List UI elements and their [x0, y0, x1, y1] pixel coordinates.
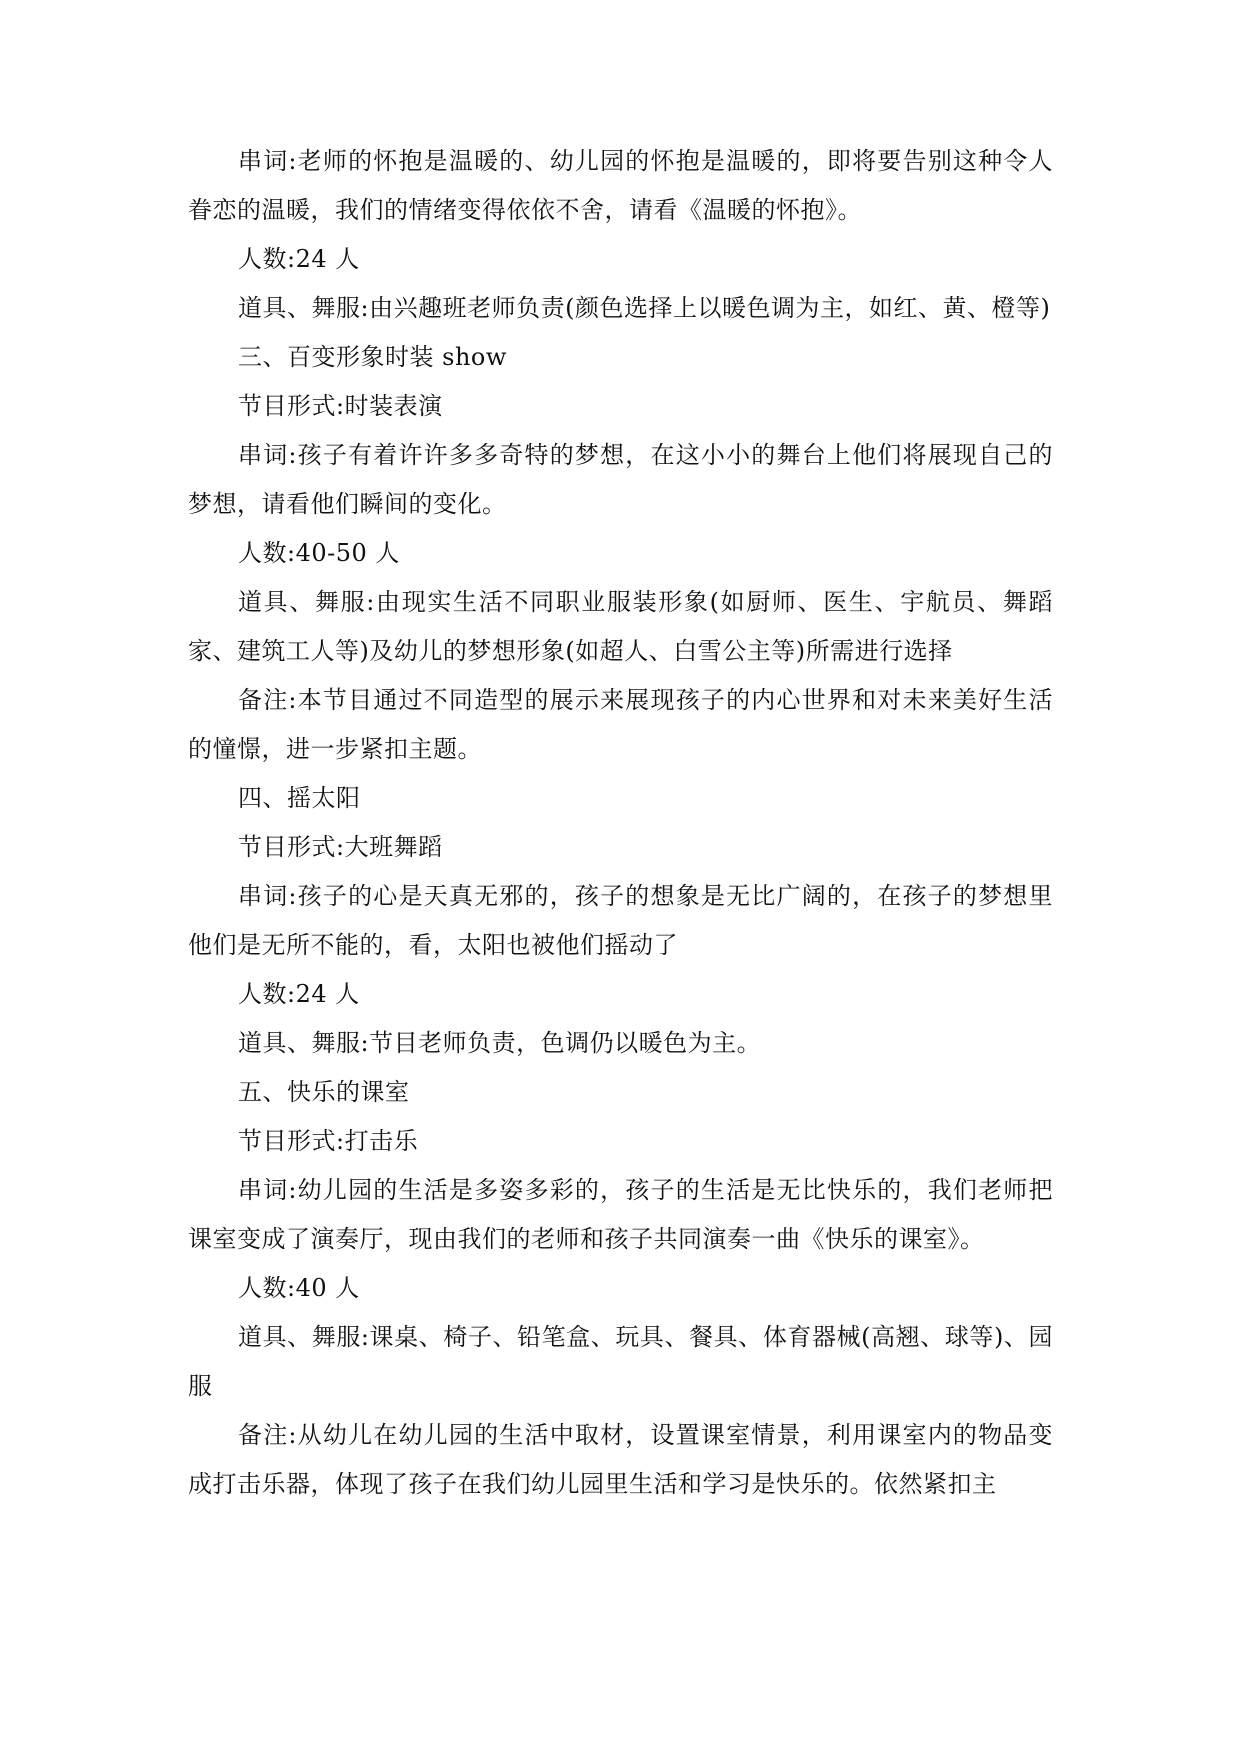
- paragraph-props-costumes: 道具、舞服:课桌、椅子、铅笔盒、玩具、餐具、体育器械(高翘、球等)、园服: [188, 1323, 1053, 1400]
- paragraph-props-costumes: 道具、舞服:节目老师负责，色调仍以暖色为主。: [238, 1029, 762, 1057]
- section-heading-fashion-show: 三、百变形象时装 show: [238, 343, 507, 371]
- paragraph-note: 备注:从幼儿在幼儿园的生活中取材，设置课室情景，利用课室内的物品变成打击乐器，体现了孩子在我们幼儿园里生活和学习是快乐的。依然紧扣主: [188, 1421, 1053, 1498]
- paragraph-chuanci-dreams: 串词:孩子有着许许多多奇特的梦想，在这小小的舞台上他们将展现自己的梦想，请看他们瞬间的变化。: [188, 441, 1053, 518]
- paragraph-chuanci-warm-embrace: 串词:老师的怀抱是温暖的、幼儿园的怀抱是温暖的，即将要告别这种令人眷恋的温暖，我们的情绪变得依依不舍，请看《温暖的怀抱》。: [188, 147, 1053, 224]
- paragraph-note: 备注:本节目通过不同造型的展示来展现孩子的内心世界和对未来美好生活的憧憬，进一步紧扣主题。: [188, 686, 1053, 763]
- section-heading-shake-sun: 四、摇太阳: [238, 784, 361, 812]
- paragraph-props-costumes: 道具、舞服:由兴趣班老师负责(颜色选择上以暖色调为主，如红、黄、橙等): [238, 294, 1051, 322]
- paragraph-headcount: 人数:24 人: [238, 980, 360, 1008]
- paragraph-headcount: 人数:40-50 人: [238, 539, 400, 567]
- paragraph-program-format: 节目形式:时装表演: [238, 392, 443, 420]
- section-heading-happy-classroom: 五、快乐的课室: [238, 1078, 410, 1106]
- document-body: [188, 137, 1053, 1509]
- paragraph-chuanci-classroom: 串词:幼儿园的生活是多姿多彩的，孩子的生活是无比快乐的，我们老师把课室变成了演奏厅，现由我们的老师和孩子共同演奏一曲《快乐的课室》。: [188, 1176, 1053, 1253]
- paragraph-headcount: 人数:40 人: [238, 1274, 360, 1302]
- paragraph-program-format: 节目形式:打击乐: [238, 1127, 419, 1155]
- paragraph-program-format: 节目形式:大班舞蹈: [238, 833, 443, 861]
- paragraph-props-costumes: 道具、舞服:由现实生活不同职业服装形象(如厨师、医生、宇航员、舞蹈家、建筑工人等)及幼儿的梦想形象(如超人、白雪公主等)所需进行选择: [188, 588, 1053, 665]
- paragraph-chuanci-sun: 串词:孩子的心是天真无邪的，孩子的想象是无比广阔的，在孩子的梦想里他们是无所不能的，看，太阳也被他们摇动了: [188, 882, 1053, 959]
- paragraph-headcount: 人数:24 人: [238, 245, 360, 273]
